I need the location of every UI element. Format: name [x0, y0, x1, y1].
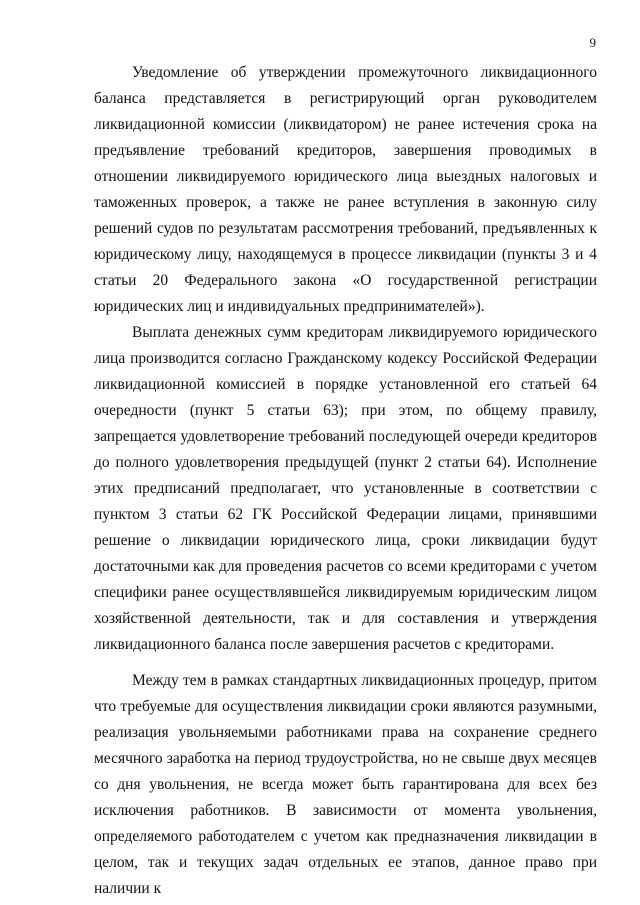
paragraph-interim-balance-notice: Уведомление об утверждении промежуточного ликвидационного баланса представляется в регистрирующий орган руководителем ликвидационной комиссии (ликвидатором) не ранее истечения срока на предъявление требований кредиторов, завершения проводимых в отношении ликвидируемого юридического лица выездных налоговых и таможенных проверок, а также не ранее вступления в законную силу решений судов по результатам рассмотрения требований, предъявленных к юридическому лицу, находящемуся в процессе ликвидации (пункты 3 и 4 статьи 20 Федерального закона «О государственной регистрации юридических лиц и индивидуальных предпринимателей»). [94, 64, 597, 315]
paragraph-creditor-payments: Выплата денежных сумм кредиторам ликвидируемого юридического лица производится согласно Гражданскому кодексу Российской Федерации ликвидационной комиссией в порядке установленной его статьей 64 очередности (пункт 5 статьи 63); при этом, по общему правилу, запрещается удовлетворение требований последующей очереди кредиторов до полного удовлетворения предыдущей (пункт 2 статьи 64). Исполнение этих предписаний предполагает, что установленные в соответствии с пунктом 3 статьи 62 ГК Российской Федерации лицами, принявшими решение о ликвидации юридического лица, сроки ликвидации будут достаточными как для проведения расчетов со всеми кредиторами с учетом специфики ранее осуществлявшейся ликвидируемым юридическим лицом хозяйственной деятельности, так и для составления и утверждения ликвидационного баланса после завершения расчетов с кредиторами. [94, 324, 597, 653]
body-text [94, 60, 597, 902]
page-number: 9 [589, 35, 596, 50]
paragraph-employee-rights: Между тем в рамках стандартных ликвидационных процедур, притом что требуемые для осуществления ликвидации сроки являются разумными, реализация увольняемыми работниками права на сохранение среднего месячного заработка на период трудоустройства, но не свыше двух месяцев со дня увольнения, не всегда может быть гарантирована для всех без исключения работников. В зависимости от момента увольнения, определяемого работодателем с учетом как предназначения ликвидации в целом, так и текущих задач отдельных ее этапов, данное право при наличии к [94, 672, 597, 897]
